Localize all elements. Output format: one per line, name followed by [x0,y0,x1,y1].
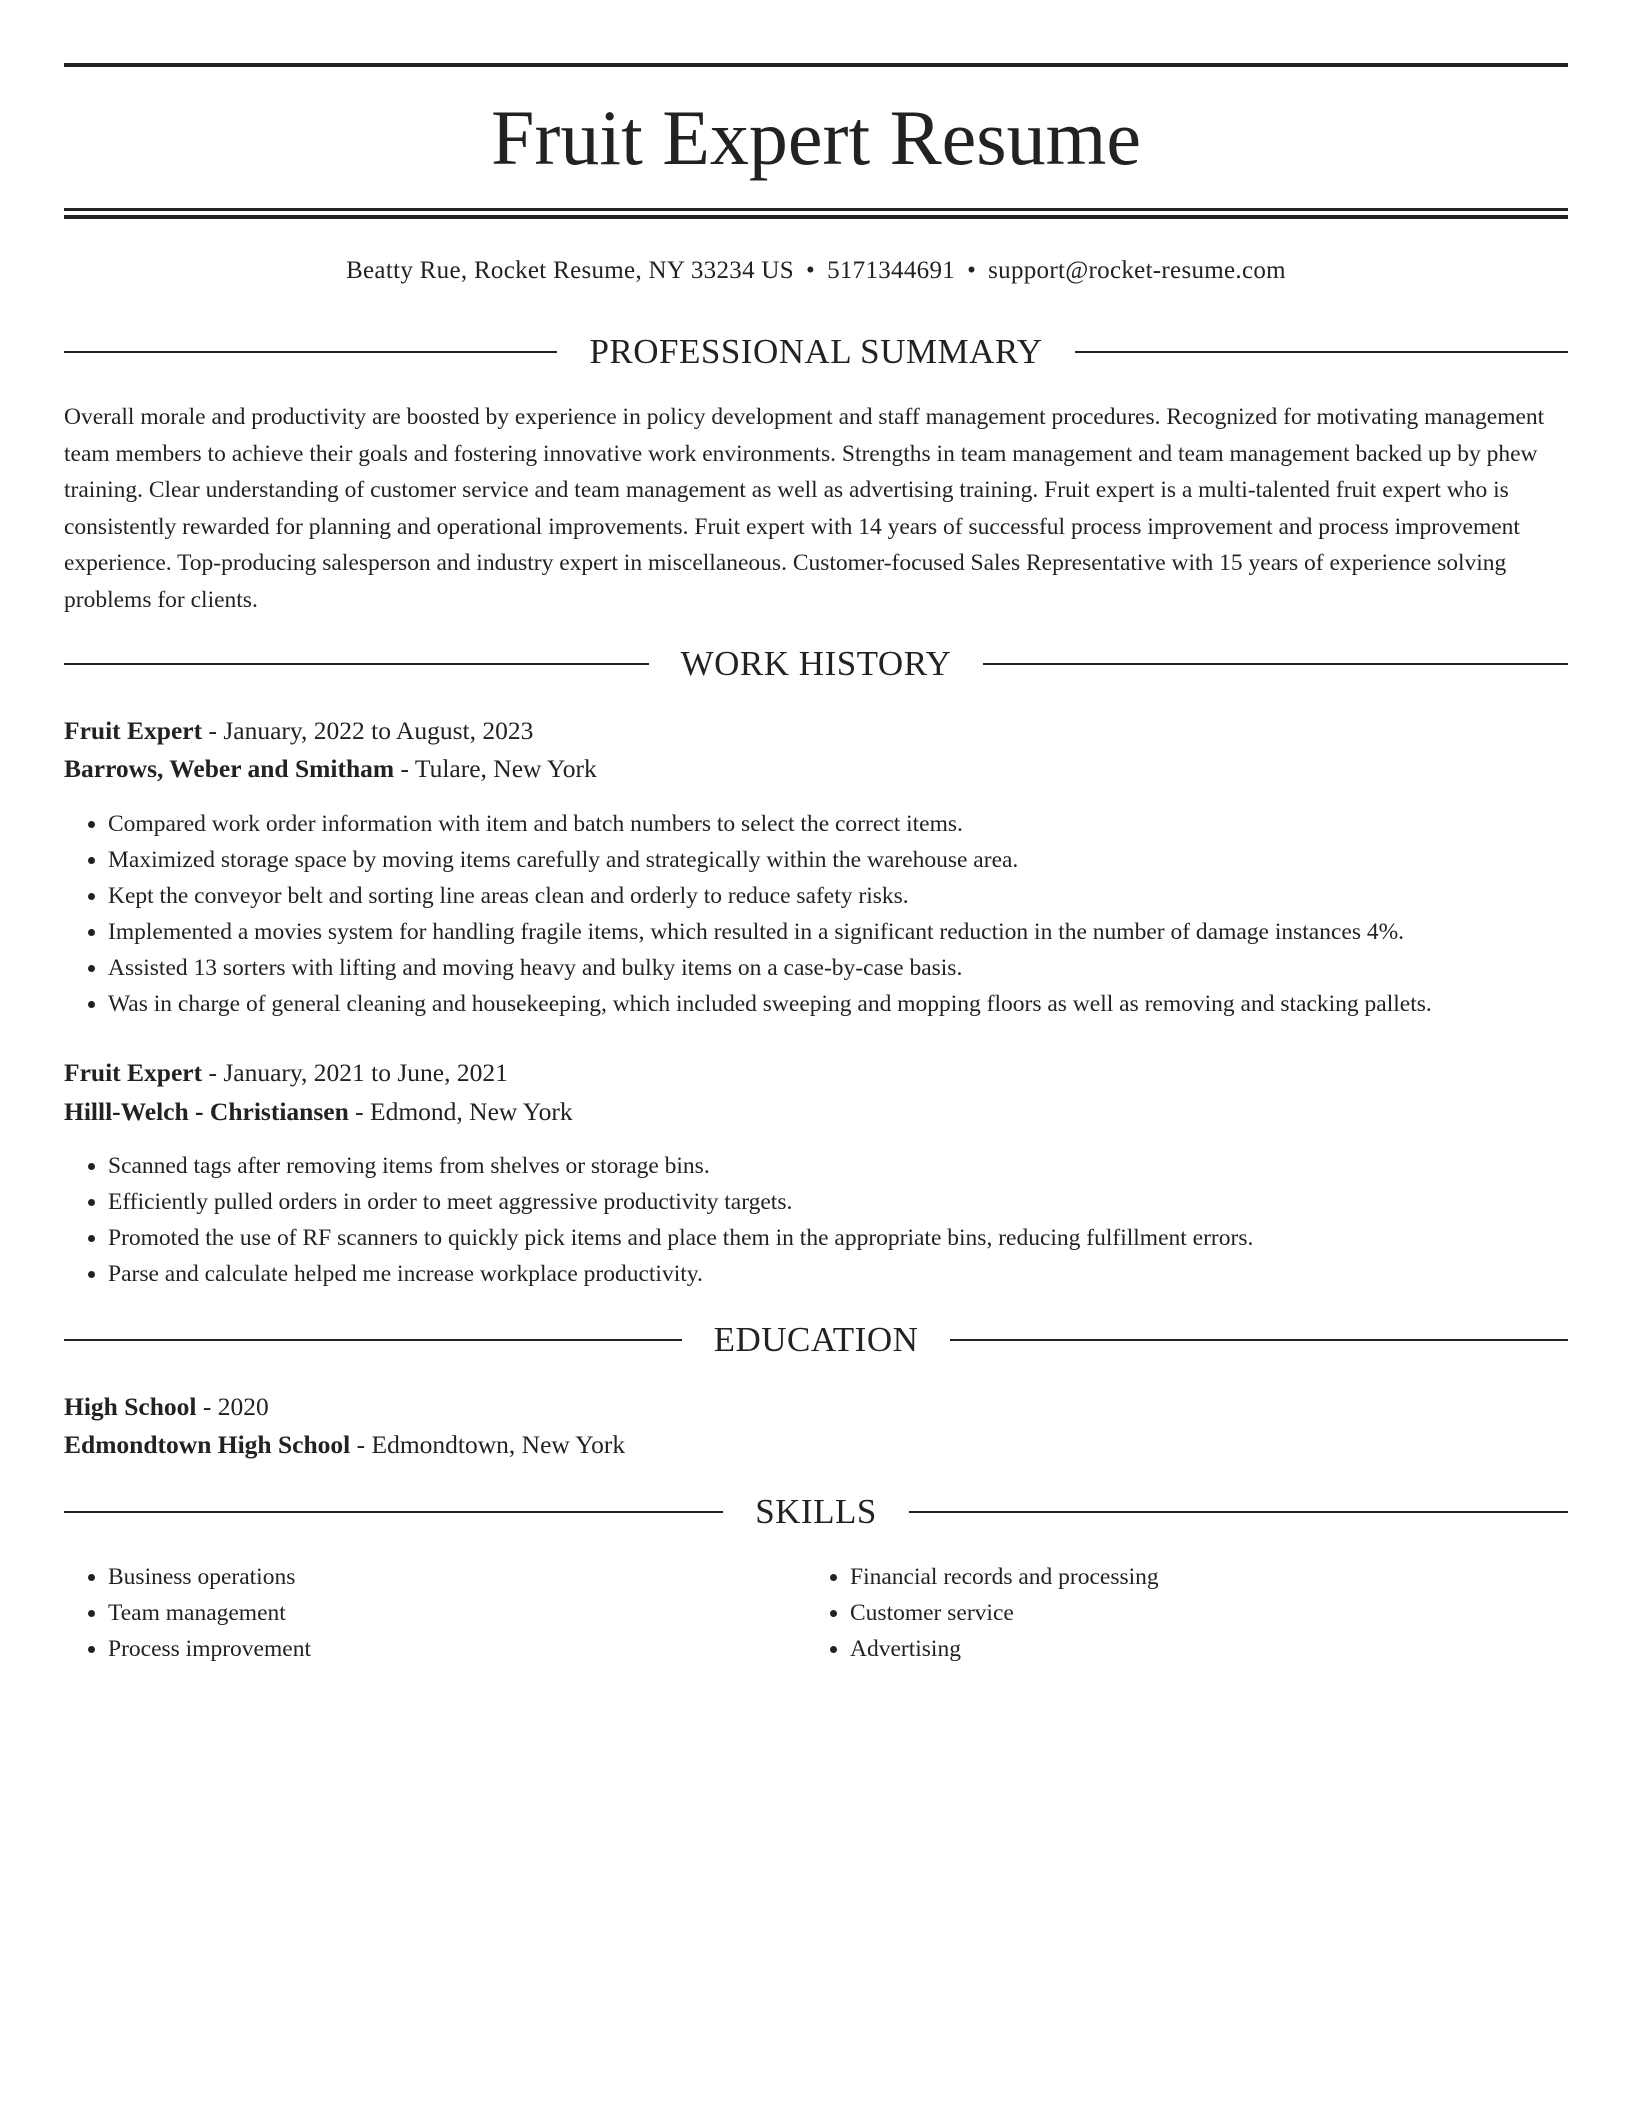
divider [1075,351,1568,353]
section-heading-education [64,1318,1568,1362]
resume-title: Fruit Expert Resume [491,94,1141,181]
section-title: SKILLS [755,1492,877,1531]
job-title-line [64,1055,508,1091]
title-rule-upper [64,208,1568,211]
contact-separator: • [967,257,977,284]
list-item: • Implemented a movies system for handling fragile items, which resulted in a significant reduction in the number of damage instances 4%. [108,914,1568,950]
summary-text: Overall morale and productivity are boosted by experience in policy development and staff management procedures. Recognized for motivating management team members to achieve their goals and fostering innovative work environments. Strengths in team management and team management backed up by phew training. Clear understanding of customer service and team management as well as advertising training. Fruit expert is a multi-talented fruit expert who is consistently rewarded for planning and operational improvements. Fruit expert with 14 years of successful process improvement and process improvement experience. Top-producing salesperson and industry expert in miscellaneous. Customer-focused Sales Representative with 15 years of experience solving problems for clients. [64,404,1545,613]
contact-phone: 5171344691 [827,257,956,284]
section-heading-skills [64,1490,1568,1534]
education-school: Edmondtown High School [64,1430,351,1459]
list-item: • Assisted 13 sorters with lifting and moving heavy and bulky items on a case-by-case basis. [108,950,1568,986]
section-heading-work-history [64,642,1568,686]
job-company-line [64,751,597,787]
list-item: • Parse and calculate helped me increase workplace productivity. [108,1256,1568,1292]
skills-list-left [64,1559,311,1667]
education-year: - 2020 [196,1392,269,1421]
skill-item: • Team management [108,1595,311,1631]
job-title: Fruit Expert [64,716,203,745]
job-title: Fruit Expert [64,1058,203,1087]
divider [64,1339,682,1341]
section-title: WORK HISTORY [680,644,952,683]
list-item: • Maximized storage space by moving items carefully and strategically within the warehouse area. [108,842,1568,878]
job-company: Barrows, Weber and Smitham [64,754,395,783]
skill-item: • Business operations [108,1559,311,1595]
section-title: EDUCATION [713,1320,919,1359]
education-school-line [64,1427,625,1463]
job-company-line [64,1094,573,1130]
education-location: - Edmondtown, New York [350,1430,626,1459]
job-location: - Tulare, New York [394,754,597,783]
job-company: Hilll-Welch - Christiansen [64,1097,349,1126]
divider [909,1511,1568,1513]
skill-item: • Process improvement [108,1631,311,1667]
contact-separator: • [806,257,816,284]
education-degree: High School [64,1392,197,1421]
skill-item: • Customer service [850,1595,1159,1631]
education-degree-line [64,1389,269,1425]
contact-email: support@rocket-resume.com [988,257,1286,284]
section-heading-summary [64,330,1568,374]
divider [64,351,557,353]
list-item: • Scanned tags after removing items from shelves or storage bins. [108,1148,1568,1184]
job-title-line [64,713,533,749]
skills-list-right [806,1559,1159,1667]
list-item: • Compared work order information with item and batch numbers to select the correct items. [108,806,1568,842]
divider [64,663,649,665]
list-item: • Efficiently pulled orders in order to meet aggressive productivity targets. [108,1184,1568,1220]
job-duties-list [64,806,1568,1022]
skill-item: • Financial records and processing [850,1559,1159,1595]
title-rule-lower [64,215,1568,219]
skill-item: • Advertising [850,1631,1159,1667]
divider [950,1339,1568,1341]
contact-address: Beatty Rue, Rocket Resume, NY 33234 US [346,257,794,284]
section-title: PROFESSIONAL SUMMARY [589,332,1043,371]
divider [64,1511,723,1513]
top-rule [64,63,1568,67]
list-item: • Was in charge of general cleaning and housekeeping, which included sweeping and mopping floors as well as removing and stacking pallets. [108,986,1568,1022]
contact-line [64,254,1568,288]
list-item: • Promoted the use of RF scanners to quickly pick items and place them in the appropriate bins, reducing fulfillment errors. [108,1220,1568,1256]
job-duties-list [64,1148,1568,1292]
divider [983,663,1568,665]
job-location: - Edmond, New York [348,1097,573,1126]
job-dates: - January, 2022 to August, 2023 [202,716,534,745]
list-item: • Kept the conveyor belt and sorting line areas clean and orderly to reduce safety risks. [108,878,1568,914]
job-dates: - January, 2021 to June, 2021 [202,1058,508,1087]
